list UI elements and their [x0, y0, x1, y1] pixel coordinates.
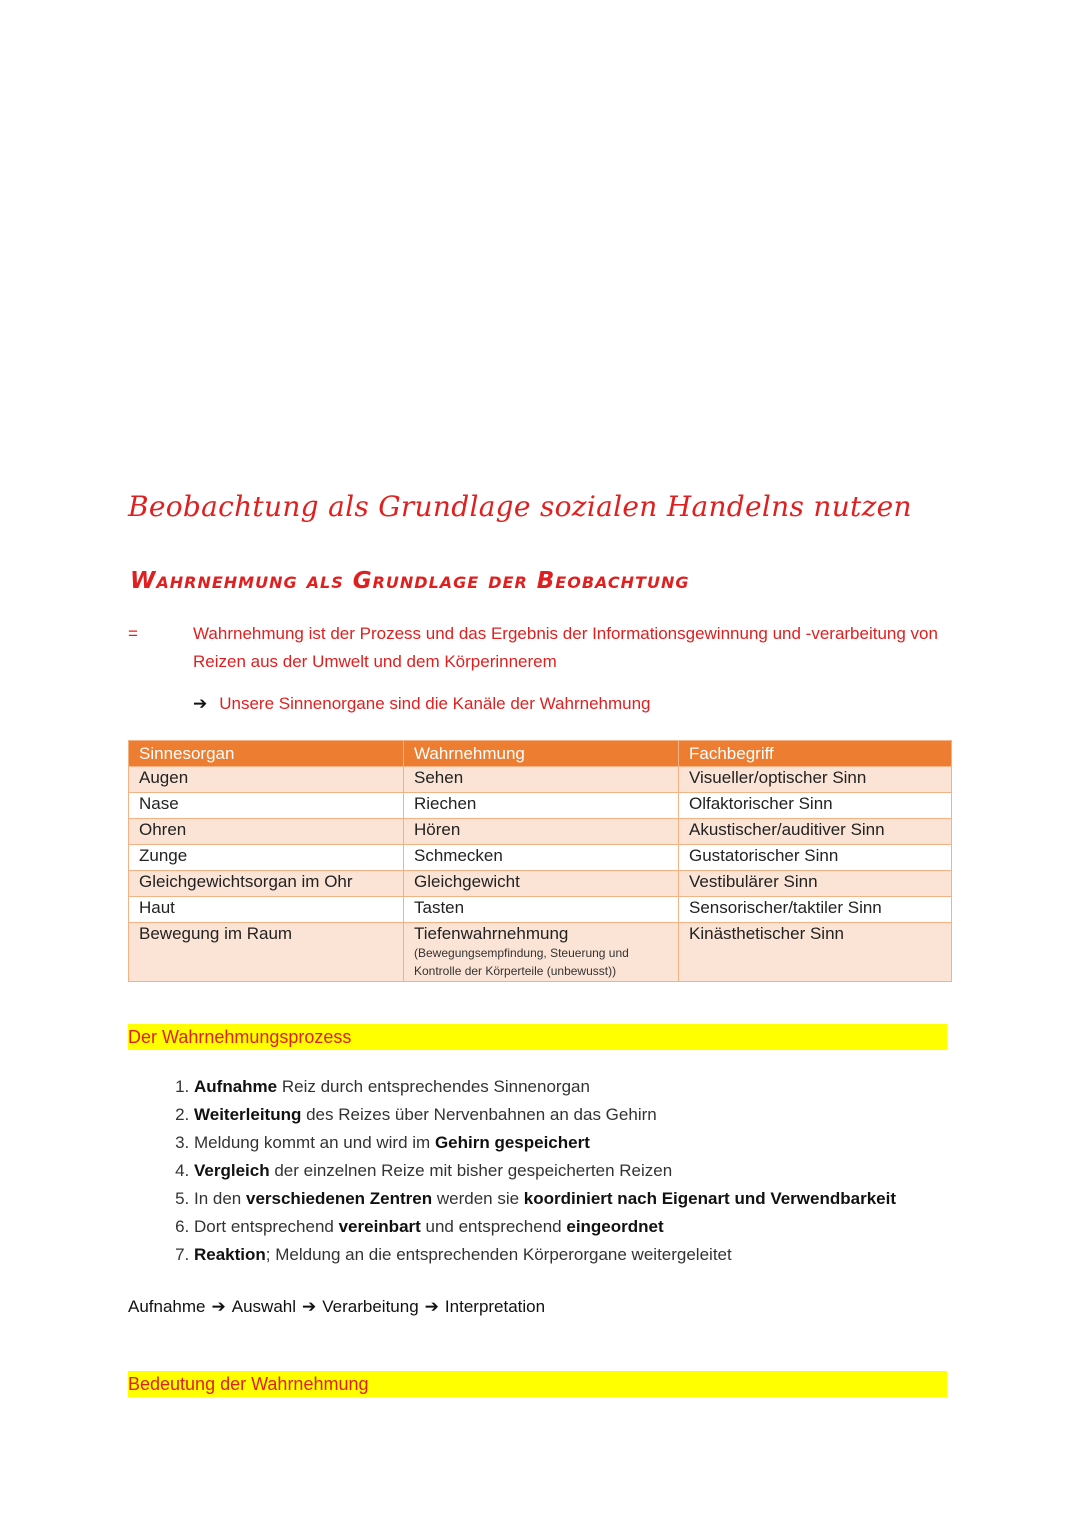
step-text: der einzelnen Reize mit bisher gespeicherten Reizen [269, 1161, 673, 1180]
table-cell: Gustatorischer Sinn [679, 845, 952, 871]
process-flow [128, 1297, 545, 1317]
table-row [129, 767, 952, 793]
bold-term: verschiedenen Zentren [246, 1189, 433, 1208]
table-cell: Riechen [404, 793, 679, 819]
arrow-right-icon: ➔ [211, 1297, 226, 1316]
list-item [194, 1073, 896, 1101]
table-cell: Ohren [129, 819, 404, 845]
table-cell: Nase [129, 793, 404, 819]
list-item [194, 1157, 896, 1185]
arrow-note-text: Unsere Sinnenorgane sind die Kanäle der Wahrnehmung [219, 694, 651, 713]
table-cell: Tasten [404, 897, 679, 923]
definition-symbol: = [128, 624, 138, 643]
flow-step: Verarbeitung [322, 1297, 419, 1316]
table-row [129, 897, 952, 923]
page-title: Beobachtung als Grundlage sozialen Handelns nutzen [128, 490, 912, 523]
bold-term: Vergleich [194, 1161, 270, 1180]
step-text: ; Meldung an die entsprechenden Körperorgane weitergeleitet [265, 1245, 732, 1264]
section-heading: Wahrnehmung als Grundlage der Beobachtung [130, 568, 690, 594]
list-item [194, 1185, 896, 1213]
bold-term: Reaktion [194, 1245, 266, 1264]
step-text: Reiz durch entsprechendes Sinnenorgan [277, 1077, 590, 1096]
arrow-right-icon: ➔ [193, 694, 208, 713]
table-cell: Sehen [404, 767, 679, 793]
step-text: und entsprechend [420, 1217, 567, 1236]
cell-main-text: Tiefenwahrnehmung [414, 924, 569, 943]
list-item [194, 1101, 896, 1129]
bold-term: eingeordnet [566, 1217, 664, 1236]
table-cell: Vestibulärer Sinn [679, 871, 952, 897]
table-header: Fachbegriff [679, 741, 952, 767]
list-item [194, 1129, 896, 1157]
table-cell: Akustischer/auditiver Sinn [679, 819, 952, 845]
flow-step: Interpretation [444, 1297, 546, 1316]
bold-term: Weiterleitung [194, 1105, 302, 1124]
table-row [129, 819, 952, 845]
table-header: Sinnesorgan [129, 741, 404, 767]
table-cell: Gleichgewichtsorgan im Ohr [129, 871, 404, 897]
table-cell: Haut [129, 897, 404, 923]
table-row [129, 871, 952, 897]
importance-heading: Bedeutung der Wahrnehmung [128, 1371, 947, 1397]
table-header: Wahrnehmung [404, 741, 679, 767]
step-text: In den [194, 1189, 246, 1208]
bold-term: vereinbart [338, 1217, 421, 1236]
table-header-row [129, 741, 952, 767]
bold-term: koordiniert nach Eigenart und Verwendbarkeit [523, 1189, 896, 1208]
table-cell: Sensorischer/taktiler Sinn [679, 897, 952, 923]
table-cell: Visueller/optischer Sinn [679, 767, 952, 793]
table-cell: Bewegung im Raum [129, 923, 404, 982]
table-cell: Hören [404, 819, 679, 845]
arrow-note [193, 694, 651, 714]
table-row [129, 923, 952, 982]
flow-step: Auswahl [231, 1297, 297, 1316]
table-cell: Gleichgewicht [404, 871, 679, 897]
table-row [129, 845, 952, 871]
table-cell: Olfaktorischer Sinn [679, 793, 952, 819]
table-row [129, 793, 952, 819]
table-cell: Augen [129, 767, 404, 793]
cell-note: (Bewegungsempfindung, Steuerung und Kontrolle der Körperteile (unbewusst)) [414, 946, 629, 978]
step-text: werden sie [432, 1189, 524, 1208]
table-cell: Schmecken [404, 845, 679, 871]
process-heading: Der Wahrnehmungsprozess [128, 1024, 947, 1050]
senses-table [128, 740, 952, 982]
step-text: Dort entsprechend [194, 1217, 339, 1236]
list-item [194, 1241, 896, 1269]
step-text: des Reizes über Nervenbahnen an das Gehirn [301, 1105, 657, 1124]
table-cell: Kinästhetischer Sinn [679, 923, 952, 982]
arrow-right-icon: ➔ [302, 1297, 317, 1316]
list-item [194, 1213, 896, 1241]
bold-term: Aufnahme [194, 1077, 278, 1096]
table-cell [404, 923, 679, 982]
table-cell: Zunge [129, 845, 404, 871]
flow-step: Aufnahme [128, 1297, 206, 1316]
arrow-right-icon: ➔ [424, 1297, 439, 1316]
step-text: Meldung kommt an und wird im [194, 1133, 435, 1152]
process-steps-list [160, 1073, 896, 1269]
bold-term: Gehirn gespeichert [434, 1133, 590, 1152]
definition-text: Wahrnehmung ist der Prozess und das Ergebnis der Informationsgewinnung und -verarbeitung von Reizen aus der Umwelt und dem Körperinnerem [193, 624, 938, 671]
